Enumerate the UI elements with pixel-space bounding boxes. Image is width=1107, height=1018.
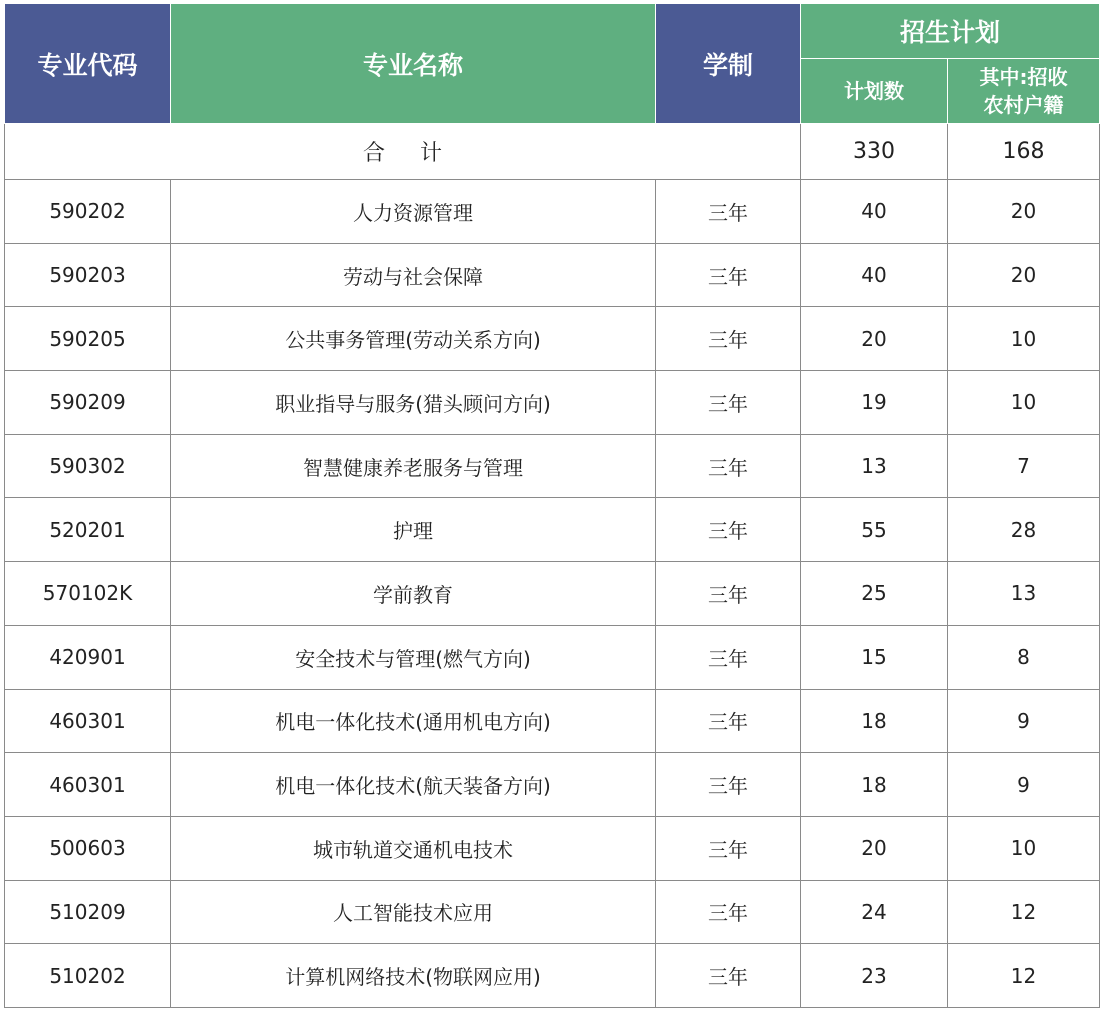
rural-count-cell: 10	[948, 307, 1100, 371]
table-row	[5, 880, 1100, 944]
duration-cell: 三年	[656, 307, 801, 371]
total-plan-count: 330	[801, 124, 948, 180]
duration-cell: 三年	[656, 944, 801, 1008]
plan-count-cell: 24	[801, 880, 948, 944]
rural-count-cell: 13	[948, 562, 1100, 626]
header-rural-quota-line2: 农村户籍	[983, 93, 1064, 117]
enrollment-plan-table-container	[4, 3, 1099, 1008]
plan-count-cell: 20	[801, 816, 948, 880]
major-name-cell: 智慧健康养老服务与管理	[171, 434, 656, 498]
table-row	[5, 562, 1100, 626]
major-name-cell: 护理	[171, 498, 656, 562]
duration-cell: 三年	[656, 689, 801, 753]
rural-count-cell: 9	[948, 753, 1100, 817]
total-label: 合 计	[5, 124, 801, 180]
plan-count-cell: 40	[801, 180, 948, 244]
duration-cell: 三年	[656, 816, 801, 880]
rural-count-cell: 20	[948, 243, 1100, 307]
major-name-cell: 公共事务管理(劳动关系方向)	[171, 307, 656, 371]
major-code-cell: 460301	[5, 689, 171, 753]
major-name-cell: 人力资源管理	[171, 180, 656, 244]
major-name-cell: 计算机网络技术(物联网应用)	[171, 944, 656, 1008]
rural-count-cell: 10	[948, 371, 1100, 435]
table-row	[5, 434, 1100, 498]
table-row	[5, 307, 1100, 371]
table-row	[5, 625, 1100, 689]
major-name-cell: 学前教育	[171, 562, 656, 626]
duration-cell: 三年	[656, 880, 801, 944]
table-row	[5, 243, 1100, 307]
major-code-cell: 460301	[5, 753, 171, 817]
major-code-cell: 570102K	[5, 562, 171, 626]
enrollment-plan-table	[4, 3, 1100, 1008]
major-code-cell: 420901	[5, 625, 171, 689]
plan-count-cell: 55	[801, 498, 948, 562]
major-code-cell: 590302	[5, 434, 171, 498]
rural-count-cell: 12	[948, 880, 1100, 944]
total-row	[5, 124, 1100, 180]
table-row	[5, 498, 1100, 562]
duration-cell: 三年	[656, 180, 801, 244]
header-duration: 学制	[656, 4, 801, 124]
rural-count-cell: 10	[948, 816, 1100, 880]
major-code-cell: 500603	[5, 816, 171, 880]
header-major-code: 专业代码	[5, 4, 171, 124]
major-name-cell: 职业指导与服务(猎头顾问方向)	[171, 371, 656, 435]
rural-count-cell: 8	[948, 625, 1100, 689]
duration-cell: 三年	[656, 498, 801, 562]
duration-cell: 三年	[656, 434, 801, 498]
major-name-cell: 机电一体化技术(通用机电方向)	[171, 689, 656, 753]
header-major-name: 专业名称	[171, 4, 656, 124]
major-code-cell: 590203	[5, 243, 171, 307]
rural-count-cell: 28	[948, 498, 1100, 562]
rural-count-cell: 12	[948, 944, 1100, 1008]
table-row	[5, 371, 1100, 435]
major-name-cell: 劳动与社会保障	[171, 243, 656, 307]
plan-count-cell: 15	[801, 625, 948, 689]
table-body	[5, 124, 1100, 1008]
plan-count-cell: 25	[801, 562, 948, 626]
duration-cell: 三年	[656, 243, 801, 307]
major-name-cell: 机电一体化技术(航天装备方向)	[171, 753, 656, 817]
header-enrollment-plan: 招生计划	[801, 4, 1100, 59]
plan-count-cell: 20	[801, 307, 948, 371]
major-code-cell: 510202	[5, 944, 171, 1008]
header-rural-quota-line1: 其中:招收	[979, 65, 1068, 89]
table-row	[5, 753, 1100, 817]
table-row	[5, 180, 1100, 244]
header-plan-count: 计划数	[801, 59, 948, 124]
major-code-cell: 510209	[5, 880, 171, 944]
plan-count-cell: 23	[801, 944, 948, 1008]
plan-count-cell: 19	[801, 371, 948, 435]
major-name-cell: 人工智能技术应用	[171, 880, 656, 944]
total-rural-count: 168	[948, 124, 1100, 180]
duration-cell: 三年	[656, 562, 801, 626]
header-rural-quota	[948, 59, 1100, 124]
major-code-cell: 590209	[5, 371, 171, 435]
major-code-cell: 520201	[5, 498, 171, 562]
duration-cell: 三年	[656, 625, 801, 689]
major-name-cell: 安全技术与管理(燃气方向)	[171, 625, 656, 689]
major-code-cell: 590202	[5, 180, 171, 244]
rural-count-cell: 20	[948, 180, 1100, 244]
plan-count-cell: 18	[801, 753, 948, 817]
table-row	[5, 816, 1100, 880]
major-code-cell: 590205	[5, 307, 171, 371]
table-row	[5, 689, 1100, 753]
rural-count-cell: 9	[948, 689, 1100, 753]
duration-cell: 三年	[656, 753, 801, 817]
rural-count-cell: 7	[948, 434, 1100, 498]
plan-count-cell: 13	[801, 434, 948, 498]
duration-cell: 三年	[656, 371, 801, 435]
table-row	[5, 944, 1100, 1008]
major-name-cell: 城市轨道交通机电技术	[171, 816, 656, 880]
plan-count-cell: 40	[801, 243, 948, 307]
plan-count-cell: 18	[801, 689, 948, 753]
